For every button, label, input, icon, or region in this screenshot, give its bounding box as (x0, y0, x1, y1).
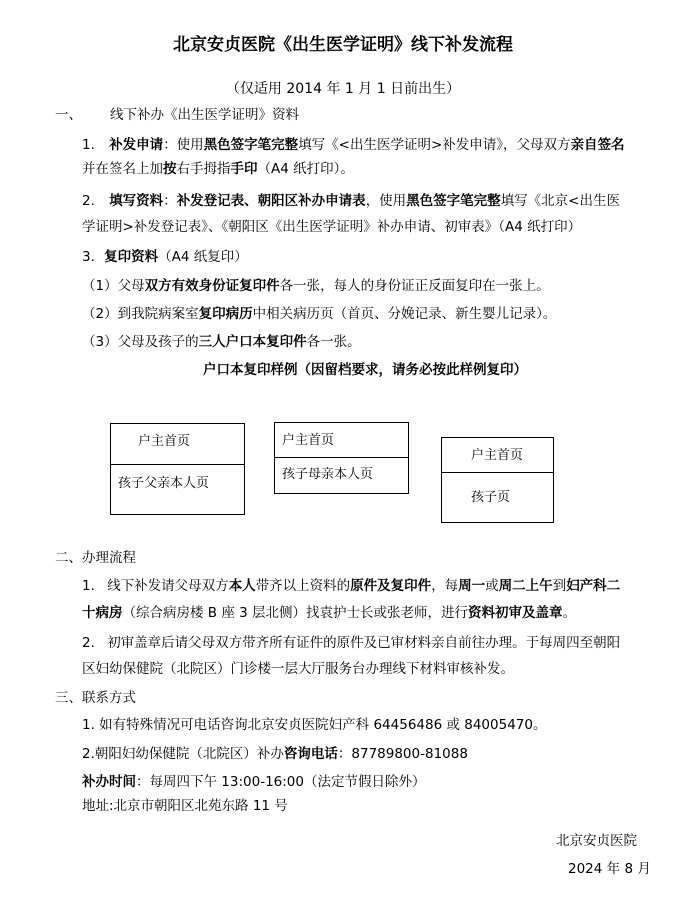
box-divider (275, 457, 408, 458)
item-number: 2. (82, 635, 95, 651)
bold-text: 复印资料 (104, 249, 159, 265)
section1-item3 (82, 248, 248, 266)
bold-text: 妇产科二 (566, 578, 621, 594)
box-top-label: 户主首页 (282, 433, 335, 448)
section2-item2-line1 (82, 634, 620, 652)
section1-sub1 (82, 277, 550, 295)
section1-heading-text: 线下补办《出生医学证明》资料 (110, 107, 299, 123)
text: （A4 纸复印） (158, 249, 248, 265)
section1-item2-line2 (82, 218, 581, 236)
text: 。 (562, 605, 577, 621)
bold-text: 补发申请 (109, 137, 164, 153)
section1-heading (55, 106, 299, 124)
text: （A4 纸打印）。 (257, 161, 354, 177)
bold-text: 周二上午 (498, 578, 553, 594)
section3-address: 地址:北京市朝阳区北苑东路 11 号 (82, 798, 288, 814)
box-bottom-label: 孩子父亲本人页 (118, 476, 210, 491)
text: 各一张，每人的身份证正反面复印在一张上。 (279, 278, 550, 294)
signature-org: 北京安贞医院 (556, 833, 637, 849)
bold-text: 黑色签字笔完整 (406, 193, 501, 209)
box-top-label: 户主首页 (471, 448, 524, 463)
box-divider (442, 472, 553, 473)
text: 填写《北京<出生医 (500, 193, 620, 209)
text: 并在签名上加 (82, 161, 163, 177)
section1-sub2 (82, 305, 556, 323)
text: （2）到我院病案室 (82, 306, 199, 322)
sample-box-child (441, 437, 554, 523)
bold-text: 亲自签名 (570, 137, 625, 153)
box-bottom-label: 孩子页 (471, 490, 511, 505)
section3-item2 (82, 745, 468, 763)
bold-text: 原件及复印件 (350, 578, 432, 594)
bold-text: 手印 (230, 161, 258, 177)
section2-item1-line2 (82, 604, 576, 622)
text: （3）父母及孩子的 (82, 334, 199, 350)
section1-heading-num: 一、 (55, 107, 82, 123)
item-number: 2. (82, 193, 95, 209)
section2-heading: 二、办理流程 (55, 550, 136, 566)
bold-text: 资料初审及盖章 (468, 605, 563, 621)
text: 或 (485, 578, 499, 594)
bold-text: 双方有效身份证复印件 (144, 278, 280, 294)
box-divider (111, 464, 244, 465)
section3-hours (82, 773, 425, 791)
bold-text: 补发登记表、朝阳区补办申请表 (176, 193, 366, 209)
bold-text: 十病房 (82, 605, 123, 621)
bold-text: 本人 (228, 578, 256, 594)
text: 学证明>补发登记表》、《朝阳区《出生医学证明》补办申请、初审表》（A4 纸打印） (82, 219, 582, 235)
section2-item2-line2: 区妇幼保健院（北院区）门诊楼一层大厅服务台办理线下材料审核补发。 (82, 661, 514, 677)
text: 2.朝阳妇幼保健院（北院区）补办 (82, 746, 284, 762)
box-top-label: 户主首页 (138, 434, 191, 449)
text: 初审盖章后请父母双方带齐所有证件的原件及已审材料亲自前往办理。于每周四至朝阳 (107, 635, 621, 651)
bold-text: 黑色签字笔完整 (203, 137, 299, 153)
text: 到 (552, 578, 567, 594)
text: ：87789800-81088 (337, 746, 468, 762)
bold-text: 三人户口本复印件 (198, 334, 307, 350)
item-number: 3． (82, 249, 105, 265)
section3-heading: 三、联系方式 (55, 690, 136, 706)
sample-box-mother (274, 422, 409, 494)
page-subtitle: （仅适用 2014 年 1 月 1 日前出生） (225, 81, 461, 97)
text: 填写《<出生医学证明>补发申请》，父母双方 (298, 137, 571, 153)
text: 各一张。 (306, 334, 361, 350)
item-number: 1. (82, 578, 95, 594)
section1-item1-line1 (82, 136, 625, 154)
section3-item1: 1. 如有特殊情况可电话咨询北京安贞医院妇产科 64456486 或 84005470。 (82, 717, 547, 733)
section1-sub3 (82, 333, 361, 351)
section1-item2-line1 (82, 192, 620, 210)
text: ：每周四下午 13:00-16:00（法定节假日除外） (136, 774, 426, 790)
text: 线下补发请父母双方 (107, 578, 229, 594)
bold-text: 按 (163, 161, 177, 177)
item-number: 1. (82, 137, 95, 153)
bold-text: 填写资料 (109, 193, 164, 209)
text: ： (163, 193, 177, 209)
text: （1）父母 (82, 278, 145, 294)
bold-text: 咨询电话 (283, 746, 338, 762)
text: 中相关病历页（首页、分娩记录、新生婴儿记录）。 (252, 306, 557, 322)
section1-item1-line2 (82, 160, 354, 178)
text: ，使用 (365, 193, 407, 209)
text: ：使用 (163, 137, 204, 153)
sample-box-father (110, 423, 245, 515)
bold-text: 复印病历 (198, 306, 253, 322)
text: ，每 (431, 578, 459, 594)
page-title: 北京安贞医院《出生医学证明》线下补发流程 (173, 35, 513, 55)
bold-text: 周一 (458, 578, 486, 594)
signature-date: 2024 年 8 月 (568, 861, 651, 877)
text: （综合病房楼 B 座 3 层北侧）找袁护士长或张老师，进行 (122, 605, 469, 621)
box-bottom-label: 孩子母亲本人页 (282, 467, 374, 482)
sample-heading: 户口本复印样例（因留档要求，请务必按此样例复印） (203, 362, 527, 378)
bold-text: 补办时间 (82, 774, 136, 790)
text: 带齐以上资料的 (255, 578, 351, 594)
section2-item1-line1 (82, 577, 620, 595)
text: 右手拇指 (176, 161, 231, 177)
